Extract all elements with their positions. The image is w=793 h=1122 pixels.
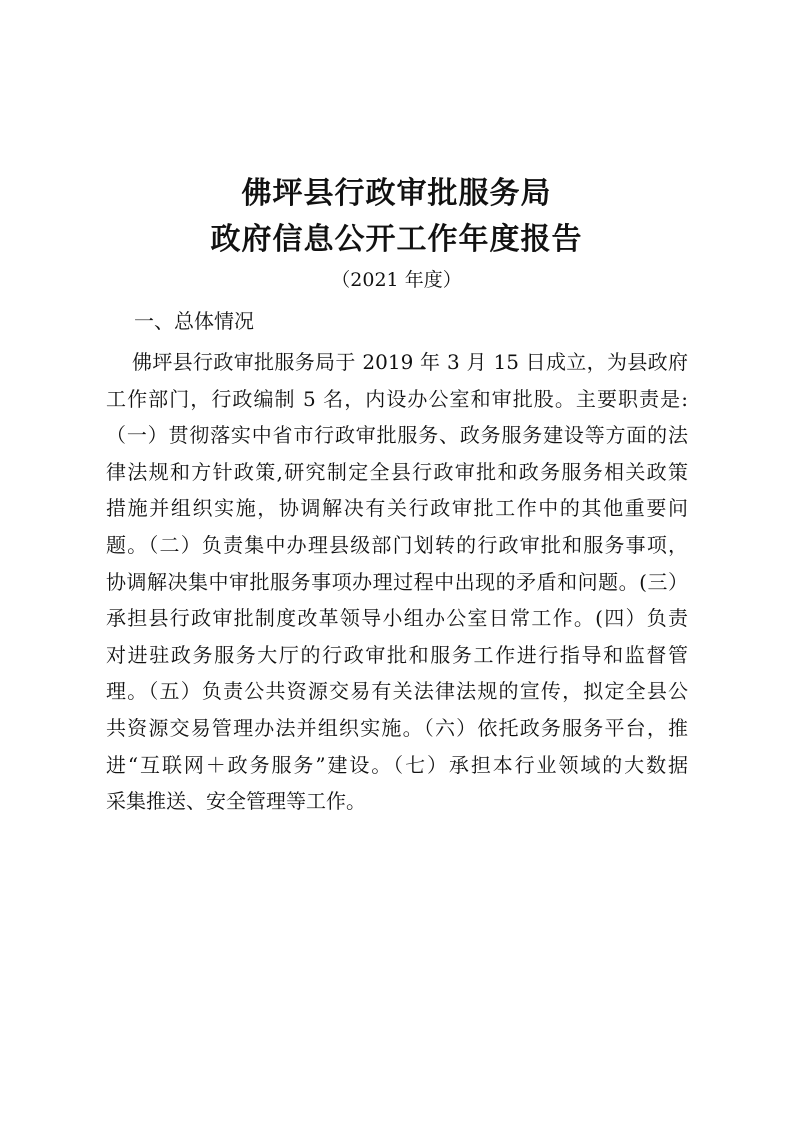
body-paragraph xyxy=(106,344,688,820)
body-line: 采集推送、安全管理等工作。 xyxy=(106,789,366,814)
body-line: 协调解决集中审批服务事项办理过程中出现的矛盾和问题。(三） xyxy=(106,569,688,594)
year-note: （2021 年度） xyxy=(331,269,462,291)
body-line: 共资源交易管理办法并组织实施。（六）依托政务服务平台，推 xyxy=(106,715,688,740)
document-title-line-1: 佛坪县行政审批服务局 xyxy=(241,176,552,211)
body-line: 进“互联网＋政务服务”建设。（七）承担本行业领域的大数据 xyxy=(106,752,688,777)
body-line: 佛坪县行政审批服务局于 2019 年 3 月 15 日成立，为县政府 xyxy=(132,350,688,374)
body-line: 措施并组织实施，协调解决有关行政审批工作中的其他重要问 xyxy=(106,496,688,521)
body-line: 理。（五）负责公共资源交易有关法律法规的宣传，拟定全县公 xyxy=(106,679,688,704)
body-line: （一）贯彻落实中省市行政审批服务、政务服务建设等方面的法 xyxy=(106,423,688,448)
body-line: 工作部门，行政编制 5 名，内设办公室和审批股。主要职责是: xyxy=(106,386,688,411)
body-line: 承担县行政审批制度改革领导小组办公室日常工作。(四）负责 xyxy=(106,606,688,631)
section-heading: 一、总体情况 xyxy=(134,309,254,333)
body-line: 律法规和方针政策,研究制定全县行政审批和政务服务相关政策 xyxy=(106,459,688,484)
body-line: 题。（二）负责集中办理县级部门划转的行政审批和服务事项， xyxy=(106,532,688,557)
document-title-line-2: 政府信息公开工作年度报告 xyxy=(210,222,583,257)
body-line: 对进驻政务服务大厅的行政审批和服务工作进行指导和监督管 xyxy=(106,642,688,667)
